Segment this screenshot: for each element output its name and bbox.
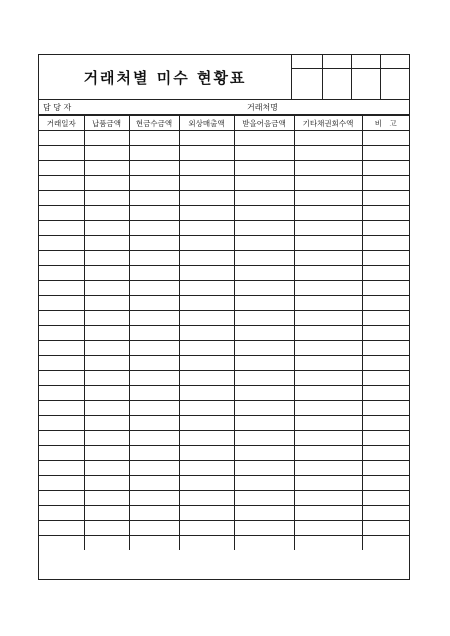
table-cell <box>234 146 294 161</box>
table-cell <box>362 356 409 371</box>
table-cell <box>39 461 84 476</box>
table-cell <box>84 386 129 401</box>
table-cell <box>234 176 294 191</box>
table-cell <box>234 386 294 401</box>
table-cell <box>39 431 84 446</box>
approval-box <box>292 55 409 99</box>
receivables-table <box>39 115 409 550</box>
table-cell <box>39 236 84 251</box>
table-cell <box>129 281 179 296</box>
table-cell <box>39 386 84 401</box>
table-cell <box>234 266 294 281</box>
table-cell <box>84 446 129 461</box>
table-cell <box>294 161 362 176</box>
table-cell <box>362 521 409 536</box>
table-row <box>39 536 409 551</box>
table-cell <box>294 266 362 281</box>
table-cell <box>234 221 294 236</box>
table-row <box>39 311 409 326</box>
column-header: 받을어음금액 <box>234 116 294 131</box>
table-cell <box>234 401 294 416</box>
table-cell <box>84 191 129 206</box>
table-cell <box>294 146 362 161</box>
table-cell <box>179 161 234 176</box>
table-cell <box>179 311 234 326</box>
table-cell <box>362 401 409 416</box>
table-cell <box>129 416 179 431</box>
approval-cell <box>292 69 322 99</box>
table-cell <box>362 296 409 311</box>
table-cell <box>362 506 409 521</box>
table-cell <box>362 236 409 251</box>
table-cell <box>179 221 234 236</box>
table-cell <box>129 236 179 251</box>
table-cell <box>129 266 179 281</box>
approval-cell <box>322 69 351 99</box>
table-cell <box>362 161 409 176</box>
table-cell <box>234 491 294 506</box>
column-header: 현금수금액 <box>129 116 179 131</box>
table-cell <box>179 371 234 386</box>
table-cell <box>129 296 179 311</box>
table-cell <box>362 311 409 326</box>
table-cell <box>39 476 84 491</box>
table-cell <box>84 491 129 506</box>
table-cell <box>84 476 129 491</box>
table-row <box>39 341 409 356</box>
table-row <box>39 446 409 461</box>
table-cell <box>234 521 294 536</box>
table-cell <box>179 476 234 491</box>
table-cell <box>179 206 234 221</box>
table-cell <box>39 356 84 371</box>
table-cell <box>362 476 409 491</box>
table-cell <box>234 476 294 491</box>
table-cell <box>362 251 409 266</box>
table-cell <box>179 326 234 341</box>
table-cell <box>294 251 362 266</box>
table-cell <box>179 386 234 401</box>
table-cell <box>39 131 84 146</box>
table-cell <box>84 371 129 386</box>
table-row <box>39 386 409 401</box>
table-cell <box>234 131 294 146</box>
form-title: 거래처별 미수 현황표 <box>39 55 292 99</box>
table-cell <box>294 386 362 401</box>
column-header: 비 고 <box>362 116 409 131</box>
table-cell <box>129 401 179 416</box>
table-cell <box>234 356 294 371</box>
table-row <box>39 521 409 536</box>
table-cell <box>39 311 84 326</box>
table-cell <box>39 401 84 416</box>
table-cell <box>179 491 234 506</box>
table-row <box>39 401 409 416</box>
table-row <box>39 326 409 341</box>
column-header: 거래일자 <box>39 116 84 131</box>
table-cell <box>294 191 362 206</box>
approval-cell <box>292 55 322 69</box>
table-cell <box>179 536 234 551</box>
table-cell <box>129 221 179 236</box>
table-cell <box>39 341 84 356</box>
column-header: 납품금액 <box>84 116 129 131</box>
table-cell <box>362 386 409 401</box>
table-cell <box>294 281 362 296</box>
table-cell <box>294 521 362 536</box>
table-cell <box>179 176 234 191</box>
table-cell <box>84 431 129 446</box>
table-cell <box>84 506 129 521</box>
table-cell <box>362 326 409 341</box>
table-cell <box>129 491 179 506</box>
table-row <box>39 161 409 176</box>
table-cell <box>362 536 409 551</box>
table-cell <box>179 521 234 536</box>
table-cell <box>294 476 362 491</box>
table-row <box>39 221 409 236</box>
table-cell <box>84 221 129 236</box>
table-cell <box>84 131 129 146</box>
table-cell <box>179 131 234 146</box>
table-cell <box>294 431 362 446</box>
table-cell <box>294 461 362 476</box>
table-cell <box>179 251 234 266</box>
table-cell <box>234 431 294 446</box>
table-cell <box>294 206 362 221</box>
table-cell <box>362 461 409 476</box>
table-row <box>39 206 409 221</box>
table-cell <box>362 416 409 431</box>
table-cell <box>234 536 294 551</box>
table-cell <box>39 161 84 176</box>
table-cell <box>129 461 179 476</box>
table-cell <box>129 176 179 191</box>
table-cell <box>84 206 129 221</box>
table-cell <box>39 416 84 431</box>
table-cell <box>294 506 362 521</box>
table-cell <box>234 416 294 431</box>
table-cell <box>84 356 129 371</box>
table-cell <box>129 506 179 521</box>
table-cell <box>294 401 362 416</box>
table-row <box>39 251 409 266</box>
table-cell <box>84 311 129 326</box>
table-cell <box>362 146 409 161</box>
table-cell <box>129 386 179 401</box>
table-cell <box>234 161 294 176</box>
table-cell <box>362 266 409 281</box>
table-cell <box>84 296 129 311</box>
table-cell <box>129 311 179 326</box>
approval-cell <box>380 69 409 99</box>
table-cell <box>39 221 84 236</box>
table-cell <box>39 536 84 551</box>
table-cell <box>179 446 234 461</box>
table-cell <box>234 461 294 476</box>
table-cell <box>294 536 362 551</box>
table-cell <box>294 416 362 431</box>
column-header: 기타채권회수액 <box>294 116 362 131</box>
table-row <box>39 416 409 431</box>
table-cell <box>129 131 179 146</box>
table-cell <box>84 536 129 551</box>
table-cell <box>39 176 84 191</box>
table-cell <box>39 446 84 461</box>
approval-cell <box>322 55 351 69</box>
table-cell <box>362 131 409 146</box>
table-cell <box>179 146 234 161</box>
table-row <box>39 431 409 446</box>
table-cell <box>129 431 179 446</box>
table-cell <box>179 356 234 371</box>
table-cell <box>84 266 129 281</box>
table-cell <box>294 296 362 311</box>
table-cell <box>362 371 409 386</box>
table-cell <box>234 191 294 206</box>
table-cell <box>362 221 409 236</box>
table-cell <box>129 326 179 341</box>
table-cell <box>84 401 129 416</box>
approval-cell <box>351 69 380 99</box>
table-row <box>39 371 409 386</box>
table-cell <box>39 191 84 206</box>
table-cell <box>84 416 129 431</box>
table-cell <box>39 296 84 311</box>
table-cell <box>179 431 234 446</box>
table-cell <box>39 491 84 506</box>
table-cell <box>294 311 362 326</box>
table-cell <box>129 356 179 371</box>
table-cell <box>294 131 362 146</box>
table-cell <box>362 176 409 191</box>
table-row <box>39 146 409 161</box>
table-cell <box>129 371 179 386</box>
table-cell <box>294 236 362 251</box>
table-cell <box>234 296 294 311</box>
table-cell <box>179 461 234 476</box>
approval-cell <box>351 55 380 69</box>
ledger-form <box>38 54 410 580</box>
info-row <box>39 99 409 115</box>
table-cell <box>129 251 179 266</box>
table-cell <box>39 206 84 221</box>
table-cell <box>84 251 129 266</box>
table-cell <box>179 266 234 281</box>
table-cell <box>129 521 179 536</box>
table-row <box>39 476 409 491</box>
column-header: 외상매출액 <box>179 116 234 131</box>
table-cell <box>362 341 409 356</box>
table-cell <box>39 146 84 161</box>
table-cell <box>294 491 362 506</box>
table-cell <box>39 266 84 281</box>
table-cell <box>362 431 409 446</box>
table-cell <box>129 476 179 491</box>
table-cell <box>294 341 362 356</box>
table-row <box>39 356 409 371</box>
table-row <box>39 491 409 506</box>
approval-cell <box>380 55 409 69</box>
table-row <box>39 461 409 476</box>
client-name-label: 거래처명 <box>247 103 278 112</box>
table-cell <box>362 491 409 506</box>
table-cell <box>84 161 129 176</box>
table-cell <box>179 416 234 431</box>
table-cell <box>84 236 129 251</box>
table-cell <box>129 206 179 221</box>
table-cell <box>39 281 84 296</box>
table-cell <box>294 446 362 461</box>
table-cell <box>294 356 362 371</box>
table-cell <box>39 371 84 386</box>
manager-label: 담 당 자 <box>43 103 72 112</box>
table-cell <box>179 401 234 416</box>
table-row <box>39 176 409 191</box>
table-row <box>39 296 409 311</box>
table-cell <box>294 221 362 236</box>
table-cell <box>84 146 129 161</box>
table-cell <box>179 281 234 296</box>
table-row <box>39 191 409 206</box>
table-row <box>39 236 409 251</box>
table-cell <box>129 341 179 356</box>
table-cell <box>234 326 294 341</box>
table-cell <box>362 446 409 461</box>
table-cell <box>294 176 362 191</box>
table-cell <box>129 191 179 206</box>
table-cell <box>179 506 234 521</box>
table-cell <box>39 521 84 536</box>
table-cell <box>129 161 179 176</box>
table-cell <box>362 191 409 206</box>
table-row <box>39 506 409 521</box>
table-cell <box>234 371 294 386</box>
table-cell <box>84 341 129 356</box>
table-cell <box>39 251 84 266</box>
form-header <box>39 55 409 100</box>
table-cell <box>129 536 179 551</box>
table-cell <box>39 506 84 521</box>
table-cell <box>179 236 234 251</box>
table-cell <box>234 281 294 296</box>
table-cell <box>179 191 234 206</box>
table-cell <box>129 446 179 461</box>
table-cell <box>84 521 129 536</box>
table-cell <box>234 251 294 266</box>
table-cell <box>362 206 409 221</box>
table-cell <box>234 206 294 221</box>
table-cell <box>234 506 294 521</box>
table-row <box>39 131 409 146</box>
table-cell <box>362 281 409 296</box>
table-cell <box>84 176 129 191</box>
table-cell <box>84 326 129 341</box>
table-cell <box>179 296 234 311</box>
table-cell <box>234 341 294 356</box>
table-header-row <box>39 116 409 131</box>
table-cell <box>179 341 234 356</box>
table-cell <box>129 146 179 161</box>
table-row <box>39 266 409 281</box>
table-row <box>39 281 409 296</box>
table-cell <box>84 281 129 296</box>
table-cell <box>39 326 84 341</box>
table-cell <box>294 326 362 341</box>
table-cell <box>234 236 294 251</box>
table-cell <box>294 371 362 386</box>
table-cell <box>84 461 129 476</box>
table-cell <box>234 311 294 326</box>
table-cell <box>234 446 294 461</box>
